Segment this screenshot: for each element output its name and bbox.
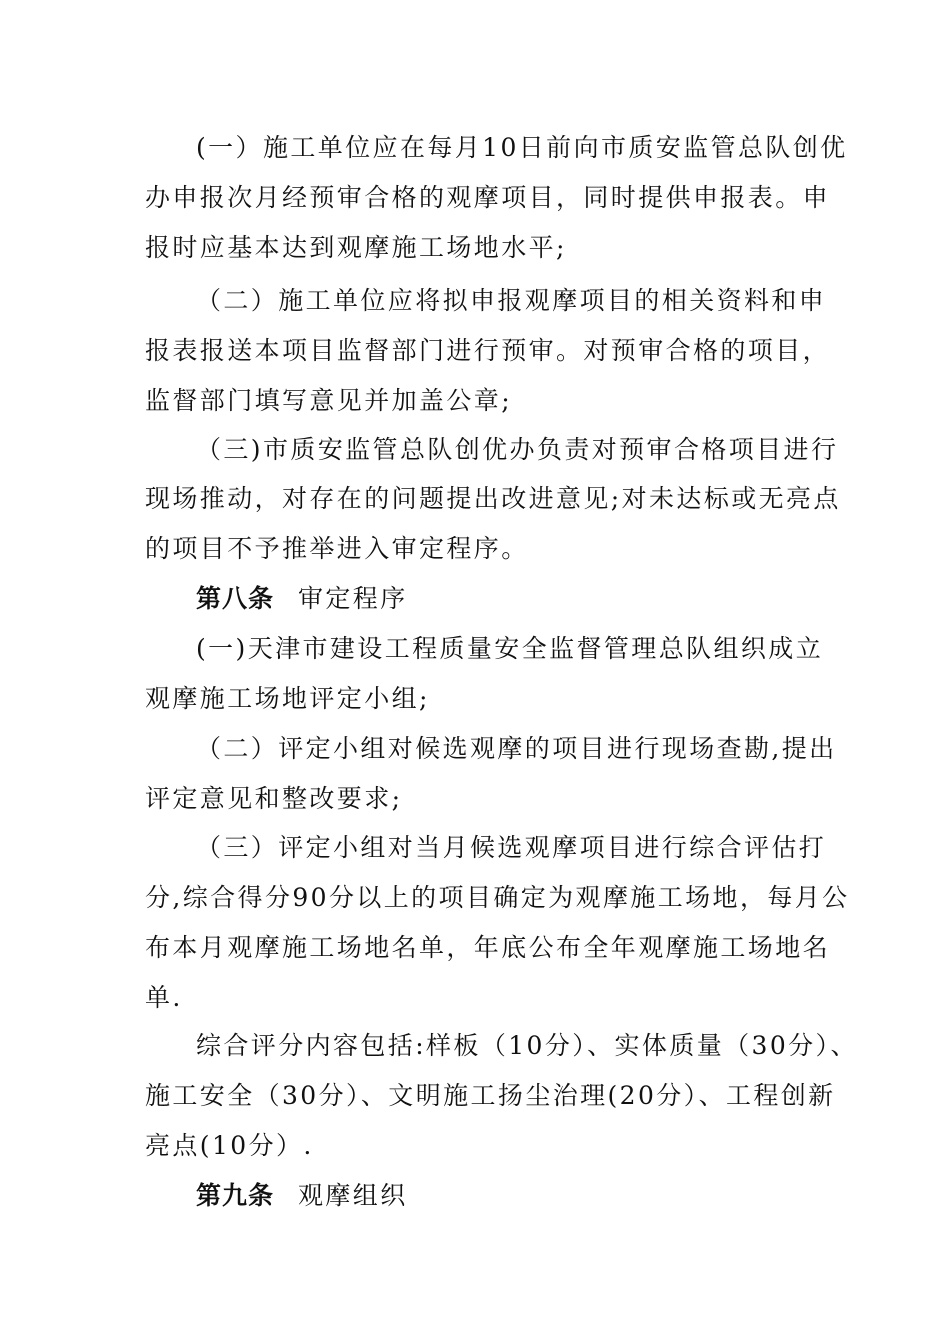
paragraph-line: 施工安全（30分）、文明施工扬尘治理(20分）、工程创新 [145, 1081, 836, 1110]
article-8-title: 审定程序 [298, 584, 408, 613]
article-9-label: 第九条 [196, 1181, 275, 1210]
paragraph-line: 办申报次月经预审合格的观摩项目，同时提供申报表。申 [145, 183, 831, 212]
paragraph-line: （三）评定小组对当月候选观摩项目进行综合评估打 [196, 833, 827, 862]
paragraph-line: 评定意见和整改要求; [145, 784, 403, 813]
paragraph-line: 报时应基本达到观摩施工场地水平; [145, 233, 567, 262]
paragraph-line: 综合评分内容包括:样板（10分）、实体质量（30分）、 [196, 1031, 858, 1060]
paragraph-line: 监督部门填写意见并加盖公章; [145, 386, 513, 415]
paragraph-line: 分,综合得分90分以上的项目确定为观摩施工场地，每月公 [145, 883, 850, 912]
article-8-label: 第八条 [196, 584, 275, 613]
paragraph-line: 报表报送本项目监督部门进行预审。对预审合格的项目， [145, 336, 831, 365]
paragraph-line: 观摩施工场地评定小组; [145, 684, 430, 713]
paragraph-line: 布本月观摩施工场地名单，年底公布全年观摩施工场地名 [145, 933, 831, 962]
paragraph-line: 单. [145, 983, 183, 1012]
paragraph-line: 亮点(10分）. [145, 1131, 314, 1160]
paragraph-line: （二）施工单位应将拟申报观摩项目的相关资料和申 [196, 286, 827, 315]
paragraph-line: （二）评定小组对候选观摩的项目进行现场查勘,提出 [196, 734, 837, 763]
paragraph-line: (一)天津市建设工程质量安全监督管理总队组织成立 [196, 634, 824, 663]
paragraph-line: (一）施工单位应在每月10日前向市质安监管总队创优 [196, 133, 848, 162]
paragraph-line: 现场推动，对存在的问题提出改进意见;对未达标或无亮点 [145, 484, 841, 513]
article-9-title: 观摩组织 [298, 1181, 408, 1210]
paragraph-line: 的项目不予推举进入审定程序。 [145, 534, 529, 563]
paragraph-line: （三)市质安监管总队创优办负责对预审合格项目进行 [196, 435, 839, 464]
